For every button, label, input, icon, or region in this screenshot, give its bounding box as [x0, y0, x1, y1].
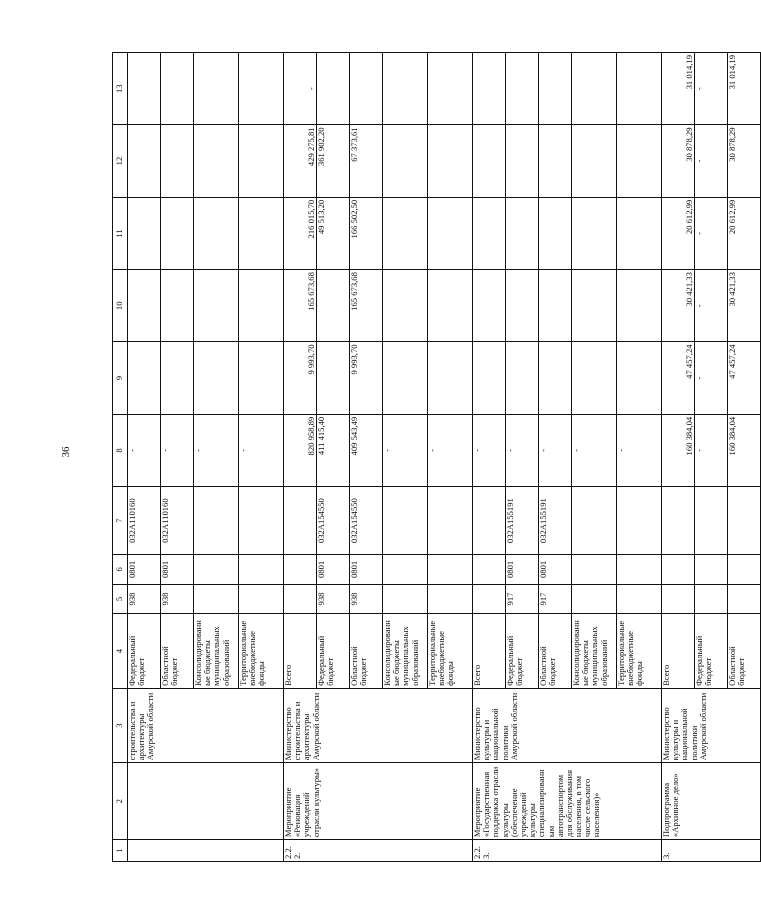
- cell-y1: [128, 342, 161, 414]
- cell-y2: [617, 270, 662, 342]
- table-row: [662, 53, 695, 862]
- cell-total: -: [383, 414, 428, 486]
- cell-y4: [572, 125, 617, 197]
- cell-y5: 31 014,19: [728, 53, 761, 125]
- cell-y1: [617, 342, 662, 414]
- cell-csr: [695, 487, 728, 555]
- cell-number: 2.2.2.: [284, 840, 473, 862]
- cell-y4: [239, 125, 284, 197]
- cell-y4: [617, 125, 662, 197]
- cell-grbs: [239, 584, 284, 614]
- cell-y1: [473, 342, 506, 414]
- cell-source: Федеральный бюджет: [695, 614, 728, 689]
- cell-grbs: [728, 584, 761, 614]
- cell-grbs: 938: [161, 584, 194, 614]
- cell-grbs: 917: [539, 584, 572, 614]
- cell-y1: [506, 342, 539, 414]
- cell-source: Всего: [284, 614, 317, 689]
- cell-csr: 032А155191: [506, 487, 539, 555]
- cell-source: Областной бюджет: [161, 614, 194, 689]
- cell-rzpr: 0801: [539, 555, 572, 585]
- cell-y2: 165 673,68: [284, 270, 317, 342]
- cell-grbs: [194, 584, 239, 614]
- cell-source: Консолидированные бюджеты муниципальных образований: [194, 614, 239, 689]
- cell-y1: 9 993,70: [284, 342, 317, 414]
- table-row: [473, 53, 506, 862]
- cell-csr: [194, 487, 239, 555]
- cell-y1: [539, 342, 572, 414]
- cell-y3: 216 015,70: [284, 197, 317, 269]
- cell-y5: [128, 53, 161, 125]
- col-header-10: 10: [113, 270, 128, 342]
- cell-y2: 30 421,33: [662, 270, 695, 342]
- cell-y2: [161, 270, 194, 342]
- cell-grbs: 938: [350, 584, 383, 614]
- cell-y3: [617, 197, 662, 269]
- cell-rzpr: 0801: [161, 555, 194, 585]
- cell-y5: [317, 53, 350, 125]
- cell-y1: 47 457,24: [662, 342, 695, 414]
- col-header-12: 12: [113, 125, 128, 197]
- cell-rzpr: [728, 555, 761, 585]
- cell-number: 3.: [662, 840, 761, 862]
- cell-source: Консолидированные бюджеты муниципальных образований: [572, 614, 617, 689]
- cell-csr: 032А154550: [317, 487, 350, 555]
- cell-source: Всего: [473, 614, 506, 689]
- cell-grbs: [284, 584, 317, 614]
- cell-y1: [161, 342, 194, 414]
- cell-c2: [128, 763, 284, 840]
- cell-y3: [128, 197, 161, 269]
- cell-y5: [473, 53, 506, 125]
- cell-measure: Мероприятие «Государственная поддержка отрасли культуры (обеспечение учреждений культуры специализированным автотранспортом для обслуживания населения, в том числе сельского населения)»: [473, 763, 662, 840]
- cell-total: -: [128, 414, 161, 486]
- cell-y4: -: [695, 125, 728, 197]
- cell-grbs: 938: [128, 584, 161, 614]
- col-header-11: 11: [113, 197, 128, 269]
- cell-total: -: [473, 414, 506, 486]
- cell-y5: [572, 53, 617, 125]
- cell-y5: [428, 53, 473, 125]
- cell-total: -: [572, 414, 617, 486]
- cell-csr: [662, 487, 695, 555]
- cell-y4: [506, 125, 539, 197]
- cell-total: -: [428, 414, 473, 486]
- cell-y5: 31 014,19: [662, 53, 695, 125]
- cell-rzpr: 0801: [317, 555, 350, 585]
- cell-source: Территориальные внебюджетные фонды: [617, 614, 662, 689]
- page-number: 36: [60, 446, 72, 458]
- col-header-8: 8: [113, 414, 128, 486]
- cell-y5: [383, 53, 428, 125]
- cell-csr: [239, 487, 284, 555]
- cell-y3: [473, 197, 506, 269]
- cell-y3: 20 612,99: [662, 197, 695, 269]
- cell-y2: [572, 270, 617, 342]
- cell-csr: [617, 487, 662, 555]
- cell-csr: [284, 487, 317, 555]
- cell-y3: 166 502,50: [350, 197, 383, 269]
- cell-y1: [428, 342, 473, 414]
- cell-number: 2.2.3.: [473, 840, 662, 862]
- cell-csr: 032А154550: [350, 487, 383, 555]
- col-header-9: 9: [113, 342, 128, 414]
- cell-y4: [128, 125, 161, 197]
- cell-rzpr: [428, 555, 473, 585]
- cell-y3: 20 612,99: [728, 197, 761, 269]
- cell-rzpr: [473, 555, 506, 585]
- cell-rzpr: 0801: [350, 555, 383, 585]
- cell-y2: [128, 270, 161, 342]
- cell-y4: 361 902,20: [317, 125, 350, 197]
- col-header-1: 1: [113, 840, 128, 862]
- cell-y4: [473, 125, 506, 197]
- cell-rzpr: [662, 555, 695, 585]
- col-header-6: 6: [113, 555, 128, 585]
- cell-y4: [383, 125, 428, 197]
- cell-y4: 429 275,81: [284, 125, 317, 197]
- cell-grbs: [473, 584, 506, 614]
- cell-y5: [617, 53, 662, 125]
- cell-y2: 30 421,33: [728, 270, 761, 342]
- cell-y5: [350, 53, 383, 125]
- cell-y3: [383, 197, 428, 269]
- cell-total: 409 543,49: [350, 414, 383, 486]
- cell-source: Областной бюджет: [728, 614, 761, 689]
- cell-y4: 30 878,29: [728, 125, 761, 197]
- cell-grbs: [383, 584, 428, 614]
- cell-source: Консолидированные бюджеты муниципальных образований: [383, 614, 428, 689]
- cell-grbs: [695, 584, 728, 614]
- cell-rzpr: [383, 555, 428, 585]
- cell-y5: [506, 53, 539, 125]
- cell-y1: 47 457,24: [728, 342, 761, 414]
- cell-measure: Подпрограмма «Архивное дело»: [662, 763, 761, 840]
- cell-y2: [473, 270, 506, 342]
- cell-csr: [428, 487, 473, 555]
- cell-c1: [128, 840, 284, 862]
- cell-grbs: 938: [317, 584, 350, 614]
- cell-source: Всего: [662, 614, 695, 689]
- cell-y5: [194, 53, 239, 125]
- cell-total: -: [194, 414, 239, 486]
- cell-y3: [506, 197, 539, 269]
- cell-rzpr: [572, 555, 617, 585]
- cell-y3: -: [695, 197, 728, 269]
- cell-y1: [239, 342, 284, 414]
- cell-y2: [428, 270, 473, 342]
- cell-rzpr: 0801: [128, 555, 161, 585]
- cell-y4: [539, 125, 572, 197]
- cell-y1: [383, 342, 428, 414]
- cell-executor: Министерство культуры и национальной политики Амурской области: [473, 688, 662, 763]
- cell-y3: [428, 197, 473, 269]
- cell-total: -: [161, 414, 194, 486]
- cell-y3: [239, 197, 284, 269]
- cell-grbs: [428, 584, 473, 614]
- rotated-table-container: [112, 52, 747, 862]
- cell-y3: [161, 197, 194, 269]
- cell-total: 160 384,04: [728, 414, 761, 486]
- cell-grbs: [617, 584, 662, 614]
- cell-y2: 165 673,68: [350, 270, 383, 342]
- cell-y5: [539, 53, 572, 125]
- col-header-5: 5: [113, 584, 128, 614]
- cell-y4: 30 878,29: [662, 125, 695, 197]
- table-area: [112, 52, 747, 862]
- cell-total: -: [539, 414, 572, 486]
- cell-y4: [194, 125, 239, 197]
- cell-grbs: [572, 584, 617, 614]
- cell-executor: строительства и архитектуры Амурской области: [128, 688, 284, 763]
- cell-y5: [239, 53, 284, 125]
- cell-y3: [194, 197, 239, 269]
- cell-y1: 9 993,70: [350, 342, 383, 414]
- cell-rzpr: [617, 555, 662, 585]
- table-row: [284, 53, 317, 862]
- cell-total: -: [506, 414, 539, 486]
- cell-y2: [506, 270, 539, 342]
- cell-source: Федеральный бюджет: [317, 614, 350, 689]
- cell-y2: [317, 270, 350, 342]
- cell-csr: [728, 487, 761, 555]
- cell-csr: 032А155191: [539, 487, 572, 555]
- cell-source: Федеральный бюджет: [506, 614, 539, 689]
- cell-total: 820 958,89: [284, 414, 317, 486]
- cell-source: Территориальные внебюджетные фонды: [239, 614, 284, 689]
- cell-y1: [194, 342, 239, 414]
- col-header-4: 4: [113, 614, 128, 689]
- cell-y1: [572, 342, 617, 414]
- cell-y1: [317, 342, 350, 414]
- table-row: [128, 53, 161, 862]
- cell-source: Областной бюджет: [350, 614, 383, 689]
- cell-csr: [383, 487, 428, 555]
- cell-csr: [572, 487, 617, 555]
- cell-executor: Министерство культуры и национальной политики Амурской области: [662, 688, 761, 763]
- cell-source: Федеральный бюджет: [128, 614, 161, 689]
- cell-rzpr: [239, 555, 284, 585]
- cell-y3: [572, 197, 617, 269]
- cell-total: -: [617, 414, 662, 486]
- col-header-2: 2: [113, 763, 128, 840]
- cell-y1: -: [695, 342, 728, 414]
- cell-rzpr: [284, 555, 317, 585]
- cell-y2: -: [695, 270, 728, 342]
- cell-y4: [428, 125, 473, 197]
- cell-rzpr: [695, 555, 728, 585]
- cell-total: 160 384,04: [662, 414, 695, 486]
- cell-y3: [539, 197, 572, 269]
- cell-y5: -: [284, 53, 317, 125]
- cell-total: -: [695, 414, 728, 486]
- header-row: [113, 53, 128, 862]
- cell-total: -: [239, 414, 284, 486]
- cell-grbs: 917: [506, 584, 539, 614]
- col-header-3: 3: [113, 688, 128, 763]
- cell-grbs: [662, 584, 695, 614]
- cell-y2: [383, 270, 428, 342]
- cell-y5: -: [695, 53, 728, 125]
- cell-executor: Министерство строительства и архитектуры Амурской области: [284, 688, 473, 763]
- cell-total: 411 415,40: [317, 414, 350, 486]
- cell-y4: [161, 125, 194, 197]
- budget-table: [112, 52, 761, 862]
- cell-y5: [161, 53, 194, 125]
- cell-y2: [539, 270, 572, 342]
- cell-y4: 67 373,61: [350, 125, 383, 197]
- col-header-7: 7: [113, 487, 128, 555]
- cell-y2: [239, 270, 284, 342]
- cell-source: Территориальные внебюджетные фонды: [428, 614, 473, 689]
- cell-measure: Мероприятие «Реновация учреждений отрасли культуры»: [284, 763, 473, 840]
- cell-y3: 49 513,20: [317, 197, 350, 269]
- cell-csr: 032А110160: [128, 487, 161, 555]
- cell-y2: [194, 270, 239, 342]
- col-header-13: 13: [113, 53, 128, 125]
- cell-csr: [473, 487, 506, 555]
- cell-rzpr: 0801: [506, 555, 539, 585]
- cell-source: Областной бюджет: [539, 614, 572, 689]
- cell-rzpr: [194, 555, 239, 585]
- cell-csr: 032А110160: [161, 487, 194, 555]
